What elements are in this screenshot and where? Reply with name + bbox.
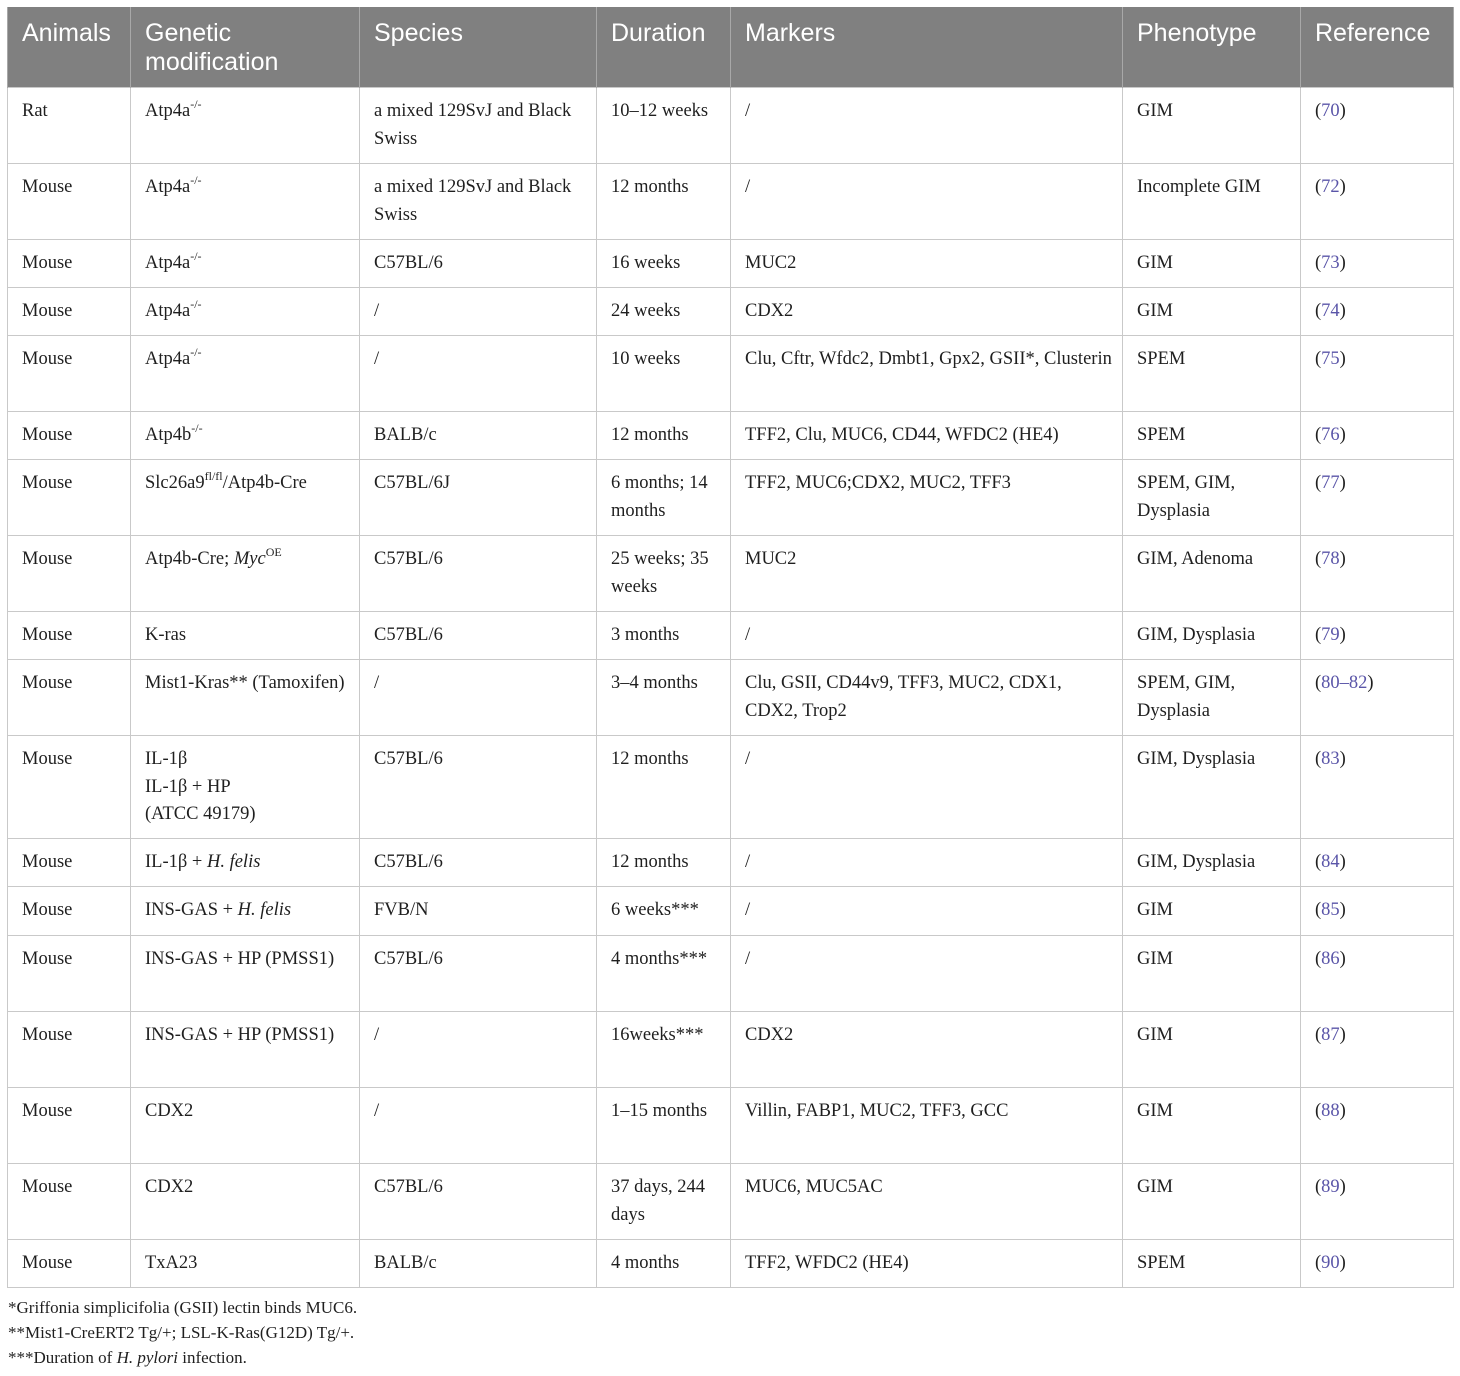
mod-text: Atp4b	[145, 425, 192, 445]
cell-phenotype: SPEM	[1123, 336, 1301, 412]
header-phenotype: Phenotype	[1123, 7, 1301, 88]
cell-animal: Mouse	[8, 164, 131, 240]
mod-line: IL-1β	[145, 749, 188, 769]
cell-duration: 12 months	[597, 839, 731, 887]
header-markers: Markers	[731, 7, 1123, 88]
cell-species: a mixed 129SvJ and Black Swiss	[360, 88, 597, 164]
mod-text: Atp4a	[145, 177, 191, 197]
cell-markers: /	[731, 839, 1123, 887]
mod-text-suffix: /Atp4b-Cre	[222, 473, 307, 493]
cell-duration: 25 weeks; 35 weeks	[597, 536, 731, 612]
mod-italic: H. felis	[237, 900, 292, 920]
cell-duration: 10 weeks	[597, 336, 731, 412]
reference-link[interactable]: 77	[1321, 473, 1340, 493]
cell-phenotype: GIM	[1123, 936, 1301, 1012]
mod-superscript: -/-	[190, 173, 202, 187]
cell-markers: TFF2, WFDC2 (HE4)	[731, 1240, 1123, 1288]
cell-species: /	[360, 1012, 597, 1088]
cell-duration: 10–12 weeks	[597, 88, 731, 164]
table-row	[8, 536, 1454, 612]
cell-genetic-modification	[131, 240, 360, 288]
cell-species: C57BL/6	[360, 240, 597, 288]
cell-species: /	[360, 660, 597, 736]
mod-superscript: fl/fl	[204, 469, 223, 483]
cell-species: C57BL/6	[360, 839, 597, 887]
cell-phenotype: GIM, Adenoma	[1123, 536, 1301, 612]
reference-link[interactable]: 85	[1321, 900, 1340, 920]
cell-duration: 3–4 months	[597, 660, 731, 736]
table-row	[8, 336, 1454, 412]
cell-duration: 16weeks***	[597, 1012, 731, 1088]
cell-markers: /	[731, 612, 1123, 660]
mod-superscript: OE	[265, 545, 282, 559]
cell-markers: /	[731, 736, 1123, 839]
table-row	[8, 736, 1454, 839]
cell-species: C57BL/6	[360, 936, 597, 1012]
cell-species: /	[360, 336, 597, 412]
table-row	[8, 240, 1454, 288]
cell-animal: Mouse	[8, 1088, 131, 1164]
reference-link[interactable]: 79	[1321, 625, 1340, 645]
cell-animal: Mouse	[8, 839, 131, 887]
cell-genetic-modification: INS-GAS + HP (PMSS1)	[131, 936, 360, 1012]
cell-phenotype: SPEM	[1123, 1240, 1301, 1288]
cell-markers: /	[731, 88, 1123, 164]
reference-link[interactable]: 88	[1321, 1101, 1340, 1121]
cell-phenotype: GIM	[1123, 240, 1301, 288]
cell-animal: Mouse	[8, 887, 131, 936]
header-genetic-modification: Genetic modification	[131, 7, 360, 88]
table-row	[8, 1240, 1454, 1288]
reference-link[interactable]: 75	[1321, 349, 1340, 369]
table-row	[8, 412, 1454, 460]
footnote-gsii: *Griffonia simplicifolia (GSII) lectin binds MUC6.	[8, 1298, 358, 1317]
mod-text: Atp4a	[145, 101, 191, 121]
footnote-text: infection.	[177, 1348, 247, 1367]
cell-genetic-modification	[131, 887, 360, 936]
table-row	[8, 839, 1454, 887]
cell-reference: (85)	[1301, 887, 1454, 936]
cell-markers: TFF2, Clu, MUC6, CD44, WFDC2 (HE4)	[731, 412, 1123, 460]
cell-animal: Mouse	[8, 736, 131, 839]
cell-animal: Mouse	[8, 1164, 131, 1240]
cell-reference: (79)	[1301, 612, 1454, 660]
cell-genetic-modification	[131, 460, 360, 536]
cell-reference: (77)	[1301, 460, 1454, 536]
footnote-italic: H. pylori	[116, 1348, 178, 1367]
header-duration: Duration	[597, 7, 731, 88]
reference-link[interactable]: 73	[1321, 253, 1340, 273]
mod-superscript: -/-	[190, 249, 202, 263]
reference-link[interactable]: 90	[1321, 1253, 1340, 1273]
cell-reference: (75)	[1301, 336, 1454, 412]
cell-reference: (76)	[1301, 412, 1454, 460]
cell-markers: CDX2	[731, 1012, 1123, 1088]
cell-reference: (84)	[1301, 839, 1454, 887]
cell-genetic-modification	[131, 288, 360, 336]
cell-duration: 37 days, 244 days	[597, 1164, 731, 1240]
table-row	[8, 164, 1454, 240]
reference-link[interactable]: 80–82	[1321, 673, 1368, 693]
cell-reference: (74)	[1301, 288, 1454, 336]
cell-genetic-modification: CDX2	[131, 1088, 360, 1164]
cell-species: C57BL/6	[360, 612, 597, 660]
cell-markers: CDX2	[731, 288, 1123, 336]
cell-duration: 12 months	[597, 412, 731, 460]
reference-link[interactable]: 78	[1321, 549, 1340, 569]
cell-species: BALB/c	[360, 1240, 597, 1288]
cell-genetic-modification: Mist1-Kras** (Tamoxifen)	[131, 660, 360, 736]
cell-markers: /	[731, 936, 1123, 1012]
cell-phenotype: SPEM, GIM, Dysplasia	[1123, 660, 1301, 736]
mod-text: Slc26a9	[145, 473, 205, 493]
cell-species: C57BL/6	[360, 536, 597, 612]
cell-genetic-modification	[131, 839, 360, 887]
reference-link[interactable]: 87	[1321, 1025, 1340, 1045]
reference-link[interactable]: 84	[1321, 852, 1340, 872]
cell-genetic-modification	[131, 336, 360, 412]
cell-animal: Mouse	[8, 612, 131, 660]
mod-superscript: -/-	[191, 421, 203, 435]
cell-genetic-modification: INS-GAS + HP (PMSS1)	[131, 1012, 360, 1088]
cell-reference: (78)	[1301, 536, 1454, 612]
table-row	[8, 1012, 1454, 1088]
cell-duration: 24 weeks	[597, 288, 731, 336]
cell-species: C57BL/6	[360, 736, 597, 839]
cell-phenotype: GIM, Dysplasia	[1123, 839, 1301, 887]
footnote-text: ***Duration of	[8, 1348, 117, 1367]
cell-animal: Rat	[8, 88, 131, 164]
cell-duration: 4 months***	[597, 936, 731, 1012]
cell-phenotype: SPEM	[1123, 412, 1301, 460]
reference-link[interactable]: 74	[1321, 301, 1340, 321]
cell-genetic-modification	[131, 164, 360, 240]
cell-species: FVB/N	[360, 887, 597, 936]
table-row	[8, 887, 1454, 936]
cell-species: C57BL/6	[360, 1164, 597, 1240]
reference-link[interactable]: 76	[1321, 425, 1340, 445]
cell-reference: (89)	[1301, 1164, 1454, 1240]
cell-species: /	[360, 288, 597, 336]
cell-phenotype: SPEM, GIM, Dysplasia	[1123, 460, 1301, 536]
cell-markers: MUC2	[731, 240, 1123, 288]
cell-markers: Villin, FABP1, MUC2, TFF3, GCC	[731, 1088, 1123, 1164]
cell-reference: (70)	[1301, 88, 1454, 164]
mod-italic: Myc	[233, 549, 266, 569]
table-row	[8, 88, 1454, 164]
table-row	[8, 460, 1454, 536]
cell-reference: (87)	[1301, 1012, 1454, 1088]
cell-phenotype: GIM	[1123, 288, 1301, 336]
table-row	[8, 936, 1454, 1012]
mod-line: IL-1β + HP	[145, 776, 231, 797]
cell-animal: Mouse	[8, 460, 131, 536]
reference-link[interactable]: 86	[1321, 949, 1340, 969]
cell-duration: 6 months; 14 months	[597, 460, 731, 536]
cell-animal: Mouse	[8, 660, 131, 736]
cell-genetic-modification	[131, 412, 360, 460]
mod-text: IL-1β +	[145, 852, 207, 872]
cell-duration: 6 weeks***	[597, 887, 731, 936]
cell-phenotype: Incomplete GIM	[1123, 164, 1301, 240]
cell-genetic-modification: TxA23	[131, 1240, 360, 1288]
cell-reference: (72)	[1301, 164, 1454, 240]
cell-reference: (80–82)	[1301, 660, 1454, 736]
table-row	[8, 1088, 1454, 1164]
table-row	[8, 612, 1454, 660]
mod-italic: H. felis	[206, 852, 261, 872]
mod-text: Atp4a	[145, 253, 191, 273]
cell-reference: (83)	[1301, 736, 1454, 839]
cell-animal: Mouse	[8, 1240, 131, 1288]
mod-superscript: -/-	[190, 97, 202, 111]
header-species: Species	[360, 7, 597, 88]
cell-duration: 3 months	[597, 612, 731, 660]
cell-duration: 12 months	[597, 164, 731, 240]
reference-link[interactable]: 89	[1321, 1177, 1340, 1197]
table-row	[8, 288, 1454, 336]
cell-reference: (90)	[1301, 1240, 1454, 1288]
cell-phenotype: GIM	[1123, 1088, 1301, 1164]
cell-phenotype: GIM, Dysplasia	[1123, 736, 1301, 839]
footnote-mist1: **Mist1-CreERT2 Tg/+; LSL-K-Ras(G12D) Tg/+.	[8, 1323, 355, 1342]
cell-markers: TFF2, MUC6;CDX2, MUC2, TFF3	[731, 460, 1123, 536]
cell-markers: Clu, GSII, CD44v9, TFF3, MUC2, CDX1, CDX2, Trop2	[731, 660, 1123, 736]
cell-animal: Mouse	[8, 288, 131, 336]
table-row	[8, 1164, 1454, 1240]
cell-animal: Mouse	[8, 336, 131, 412]
cell-phenotype: GIM	[1123, 1012, 1301, 1088]
cell-species: /	[360, 1088, 597, 1164]
cell-reference: (88)	[1301, 1088, 1454, 1164]
cell-species: a mixed 129SvJ and Black Swiss	[360, 164, 597, 240]
cell-markers: /	[731, 164, 1123, 240]
cell-species: C57BL/6J	[360, 460, 597, 536]
cell-genetic-modification: CDX2	[131, 1164, 360, 1240]
cell-genetic-modification: K-ras	[131, 612, 360, 660]
cell-genetic-modification	[131, 536, 360, 612]
reference-link[interactable]: 72	[1321, 177, 1340, 197]
cell-reference: (86)	[1301, 936, 1454, 1012]
cell-duration: 12 months	[597, 736, 731, 839]
cell-phenotype: GIM, Dysplasia	[1123, 612, 1301, 660]
mod-text: Atp4a	[145, 349, 191, 369]
cell-duration: 16 weeks	[597, 240, 731, 288]
cell-animal: Mouse	[8, 536, 131, 612]
cell-animal: Mouse	[8, 412, 131, 460]
cell-species: BALB/c	[360, 412, 597, 460]
cell-animal: Mouse	[8, 240, 131, 288]
markers-table	[7, 7, 1454, 1288]
header-reference: Reference	[1301, 7, 1454, 88]
cell-animal: Mouse	[8, 936, 131, 1012]
footnote-duration	[8, 1348, 247, 1368]
header-animals: Animals	[8, 7, 131, 88]
mod-line: (ATCC 49179)	[145, 804, 256, 824]
cell-markers: /	[731, 887, 1123, 936]
mod-text: Atp4a	[145, 301, 191, 321]
cell-animal: Mouse	[8, 1012, 131, 1088]
cell-markers: Clu, Cftr, Wfdc2, Dmbt1, Gpx2, GSII*, Clusterin	[731, 336, 1123, 412]
cell-genetic-modification	[131, 88, 360, 164]
cell-duration: 1–15 months	[597, 1088, 731, 1164]
mod-text: INS-GAS +	[145, 900, 238, 920]
reference-link[interactable]: 83	[1321, 749, 1340, 769]
cell-genetic-modification	[131, 736, 360, 839]
cell-phenotype: GIM	[1123, 1164, 1301, 1240]
cell-markers: MUC2	[731, 536, 1123, 612]
table-row	[8, 660, 1454, 736]
header-row	[8, 7, 1454, 88]
mod-text: Atp4b-Cre;	[145, 549, 234, 569]
cell-reference: (73)	[1301, 240, 1454, 288]
cell-markers: MUC6, MUC5AC	[731, 1164, 1123, 1240]
mod-superscript: -/-	[190, 297, 202, 311]
reference-link[interactable]: 70	[1321, 101, 1340, 121]
mod-superscript: -/-	[190, 345, 202, 359]
cell-duration: 4 months	[597, 1240, 731, 1288]
cell-phenotype: GIM	[1123, 887, 1301, 936]
cell-phenotype: GIM	[1123, 88, 1301, 164]
